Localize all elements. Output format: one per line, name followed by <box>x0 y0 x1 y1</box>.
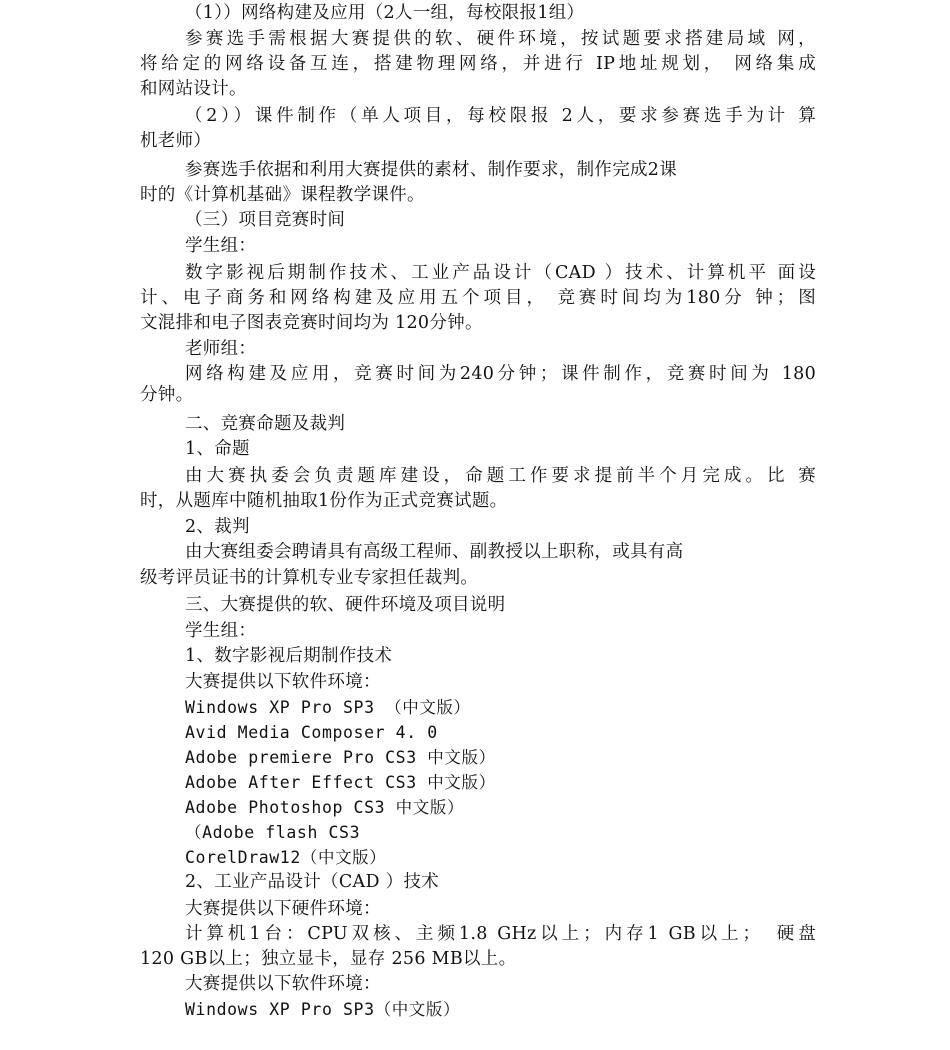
paragraph-line: 由大赛执委会负责题库建设，命题工作要求提前半个月完成。比 赛 <box>185 466 816 486</box>
paragraph-line: 计、电子商务和网络构建及应用五个项目， 竞赛时间均为180分 钟；图 <box>140 288 816 308</box>
subheading-student-group: 学生组： <box>185 236 257 256</box>
software-item: Avid Media Composer 4. 0 <box>185 723 438 742</box>
section-heading-schedule: （三）项目竞赛时间 <box>185 210 346 230</box>
paragraph-line: 网络构建及应用，竞赛时间为240分钟；课件制作，竞赛时间为 180 <box>185 364 816 384</box>
software-item: Adobe Photoshop CS3 中文版） <box>185 798 465 817</box>
software-item: CorelDraw12（中文版） <box>185 848 387 867</box>
item-digital-video: 1、数字影视后期制作技术 <box>185 646 393 666</box>
paragraph-line: 分钟。 <box>140 385 194 405</box>
paragraph-line: 120 GB以上；独立显卡，显存 256 MB以上。 <box>140 949 517 969</box>
paragraph-line: 机老师） <box>140 131 212 151</box>
paragraph-line: 由大赛组委会聘请具有高级工程师、副教授以上职称，或具有高 <box>185 542 684 562</box>
paragraph-line: 级考评员证书的计算机专业专家担任裁判。 <box>140 568 479 588</box>
item-network-heading: （1））网络构建及应用（2人一组，每校限报1组） <box>185 3 585 23</box>
subheading-student-group: 学生组： <box>185 621 257 641</box>
software-item: Windows XP Pro SP3（中文版） <box>185 1000 461 1019</box>
paragraph-line: 文混排和电子图表竞赛时间均为 120分钟。 <box>140 313 483 333</box>
paragraph-line: 大赛提供以下软件环境： <box>185 974 381 994</box>
software-item: （Adobe flash CS3 <box>185 823 361 842</box>
software-item: Adobe After Effect CS3 中文版） <box>185 773 496 792</box>
subheading-proposition: 1、命题 <box>185 439 250 459</box>
paragraph-line: 参赛选手需根据大赛提供的软、硬件环境，按试题要求搭建局域 网， <box>185 29 816 49</box>
software-item: Windows XP Pro SP3 （中文版） <box>185 698 471 717</box>
software-item: Adobe premiere Pro CS3 中文版） <box>185 748 496 767</box>
subheading-referee: 2、裁判 <box>185 517 250 537</box>
paragraph-line: 大赛提供以下硬件环境： <box>185 899 381 919</box>
paragraph-line: 和网站设计。 <box>140 79 247 99</box>
paragraph-line: 将给定的网络设备互连，搭建物理网络，并进行 IP地址规划， 网络集成 <box>140 54 816 74</box>
item-industrial-design: 2、工业产品设计（CAD ）技术 <box>185 872 440 892</box>
paragraph-line: 计算机1台：CPU双核、主频1.8 GHz以上；内存1 GB以上； 硬盘 <box>185 924 816 944</box>
paragraph-line: 参赛选手依据和利用大赛提供的素材、制作要求，制作完成2课 <box>185 160 678 180</box>
paragraph-line: 时，从题库中随机抽取1份作为正式竞赛试题。 <box>140 491 508 511</box>
item-courseware-heading: （2））课件制作（单人项目，每校限报 2人，要求参赛选手为计 算 <box>185 106 816 126</box>
section-heading-environment: 三、大赛提供的软、硬件环境及项目说明 <box>185 595 506 615</box>
section-heading-judging: 二、竞赛命题及裁判 <box>185 414 346 434</box>
subheading-teacher-group: 老师组： <box>185 339 257 359</box>
paragraph-line: 大赛提供以下软件环境： <box>185 672 381 692</box>
paragraph-line: 时的《计算机基础》课程教学课件。 <box>140 185 425 205</box>
paragraph-line: 数字影视后期制作技术、工业产品设计（CAD ）技术、计算机平 面设 <box>185 263 816 283</box>
